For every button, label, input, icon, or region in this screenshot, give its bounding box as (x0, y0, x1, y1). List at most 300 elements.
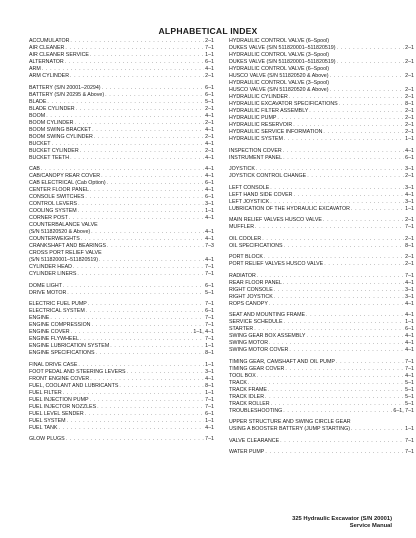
index-entry-page: 5–1 (405, 379, 414, 386)
index-entry[interactable] (229, 185, 414, 192)
index-entry-topic: TOOL BOX (229, 372, 256, 379)
index-entry-page: 2–1 (205, 73, 214, 79)
index-entry-heading: HYDRAULIC CONTROL VALVE (6–Spool) (229, 66, 329, 72)
index-entry-heading: HYDRAULIC CONTROL VALVE (3–Spool) (229, 52, 329, 58)
index-entry-page: 4–1 (405, 279, 414, 286)
index-entry[interactable] (29, 148, 214, 155)
dot-leader (293, 192, 404, 199)
dot-leader (50, 315, 204, 322)
dot-leader (306, 333, 404, 340)
index-entry[interactable] (29, 166, 214, 173)
index-entry[interactable] (229, 359, 414, 366)
dot-leader (283, 408, 392, 415)
index-entry-topic: MUFFLER (229, 224, 255, 230)
index-entry-page: 4–1 (205, 173, 214, 179)
dot-leader (101, 173, 204, 180)
index-entry-page: 1–1 (205, 208, 214, 214)
index-entry[interactable] (29, 187, 214, 194)
footer-manual-title: 325 Hydraulic Excavator (S/N 20001) (292, 516, 392, 522)
index-entry-topic: PORT BLOCK (229, 254, 263, 260)
index-entry[interactable] (229, 199, 414, 206)
index-entry-topic: FOOT PEDAL AND STEERING LEVERS (29, 368, 126, 375)
index-entry-topic: TRACK IDLER (229, 393, 265, 400)
dot-leader (97, 404, 204, 411)
index-entry-page: 8–1 (405, 101, 414, 107)
index-entry[interactable] (29, 404, 214, 411)
index-entry[interactable] (229, 426, 414, 433)
dot-leader (78, 201, 204, 208)
dot-leader (339, 101, 404, 108)
index-entry-page: 4–1 (205, 166, 214, 172)
index-entry-page: 2–1 (205, 38, 214, 44)
index-entry[interactable] (229, 401, 414, 408)
index-entry[interactable] (229, 312, 414, 319)
index-entry-topic: FINAL DRIVE CASE (29, 361, 78, 368)
dot-leader (71, 329, 193, 336)
index-entry[interactable] (229, 122, 414, 129)
index-entry[interactable] (29, 343, 214, 350)
index-entry[interactable] (29, 92, 214, 99)
index-entry-page: 3–1 (405, 198, 414, 205)
index-entry-topic: COUNTERWEIGHTS (29, 236, 80, 242)
index-entry-topic: FUEL SYSTEM (29, 417, 66, 424)
index-entry[interactable] (29, 329, 214, 336)
index-entry[interactable] (29, 264, 214, 271)
index-entry-topic: TRACK (229, 379, 247, 386)
index-entry[interactable] (29, 301, 214, 308)
dot-leader (70, 38, 204, 45)
index-entry-page: 2–1 (405, 173, 414, 179)
index-entry[interactable] (229, 366, 414, 373)
dot-leader (323, 129, 404, 136)
dot-leader (77, 271, 204, 278)
dot-leader (110, 343, 204, 350)
index-entry[interactable] (29, 180, 214, 187)
index-entry-page: 6–1 (205, 91, 214, 98)
index-entry[interactable] (29, 99, 214, 106)
dot-leader (46, 113, 204, 120)
index-entry[interactable] (229, 136, 414, 143)
index-entry-topic: DRIVE MOTOR (29, 289, 67, 296)
index-entry-page: 6–1 (205, 410, 214, 417)
dot-leader (65, 59, 204, 66)
index-entry-topic: SERVICE SCHEDULE (229, 319, 283, 325)
index-entry-topic: RADIATOR (229, 272, 256, 279)
index-entry[interactable] (229, 340, 414, 347)
index-entry-page: 3–1 (405, 184, 414, 191)
index-entry-topic: STARTER (229, 326, 254, 332)
index-entry-topic: HYDRAULIC PUMP (229, 115, 277, 121)
index-entry[interactable] (29, 350, 214, 357)
index-entry[interactable] (229, 294, 414, 301)
index-entry-page: 2–1 (405, 45, 414, 51)
index-entry[interactable] (229, 101, 414, 108)
index-entry[interactable] (229, 108, 414, 115)
index-entry[interactable] (229, 280, 414, 287)
index-entry-page: 4–1 (405, 300, 414, 307)
index-entry[interactable] (29, 66, 214, 73)
index-entry[interactable] (229, 287, 414, 294)
dot-leader (289, 94, 404, 101)
index-entry[interactable] (29, 315, 214, 322)
dot-leader (270, 199, 404, 206)
dot-leader (283, 155, 404, 162)
index-entry-topic: (S/N 511820001–511820519) (29, 257, 99, 263)
index-entry[interactable] (229, 94, 414, 101)
index-entry-topic: JOYSTICK CONTROL CHANGE (229, 173, 307, 179)
index-entry-topic: DUKES VALVE (S/N 511820001–511820519) (229, 59, 336, 65)
index-entry[interactable] (29, 243, 214, 250)
index-entry[interactable] (229, 129, 414, 136)
index-entry-page: 8–1 (205, 382, 214, 389)
index-entry[interactable] (229, 155, 414, 162)
dot-leader (257, 373, 404, 380)
index-entry[interactable] (29, 127, 214, 134)
dot-leader (330, 87, 405, 94)
index-entry[interactable] (229, 166, 414, 173)
index-entry-topic: PORT RELIEF VALVES HUSCO VALVE (229, 261, 324, 267)
index-entry-page: 6–1, 7–1 (393, 407, 414, 414)
index-entry[interactable] (29, 425, 214, 432)
dot-leader (351, 426, 404, 433)
index-entry-topic: BUCKET (29, 140, 51, 147)
index-entry-heading: HYDRAULIC CONTROL VALVE (3–Spool) (229, 80, 329, 86)
index-entry-page: 2–1 (405, 73, 414, 79)
dot-leader (67, 418, 205, 425)
dot-leader (73, 264, 204, 271)
index-entry[interactable] (29, 257, 214, 264)
index-entry-topic: HYDRAULIC SYSTEM (229, 136, 283, 142)
dot-leader (78, 208, 204, 215)
index-entry-topic: FUEL INJECTION PUMP (29, 396, 89, 403)
index-entry-topic: CAB (29, 166, 40, 172)
dot-leader (285, 366, 404, 373)
index-entry-topic: TRACK FRAME (229, 386, 267, 393)
index-entry-page: 2–1 (405, 235, 414, 242)
index-entry-topic: GLOW PLUGS (29, 436, 65, 442)
index-entry-topic: ENGINE COVER (29, 329, 70, 335)
dot-leader (269, 301, 404, 308)
index-entry-topic: (S/N 511820520 & Above) (29, 229, 91, 235)
index-entry-page: 4–1 (205, 187, 214, 193)
index-entry[interactable] (29, 383, 214, 390)
index-entry-page: 3–1 (405, 286, 414, 293)
index-entry[interactable] (29, 73, 214, 80)
index-entry[interactable] (29, 59, 214, 66)
dot-leader (283, 319, 404, 326)
index-entry-topic: AIR CLEANER SERVICE (29, 52, 89, 58)
dot-leader (254, 326, 404, 333)
index-entry[interactable] (29, 106, 214, 113)
index-entry[interactable] (229, 236, 414, 243)
index-entry-page: 2–1 (405, 87, 414, 93)
index-entry[interactable] (29, 208, 214, 215)
index-entry-page: 4–1 (205, 257, 214, 263)
index-entry[interactable] (229, 173, 414, 180)
index-entry-page: 4–1 (205, 215, 214, 221)
index-entry[interactable] (229, 301, 414, 308)
index-entry-topic: FUEL LEVEL SENDER (29, 410, 84, 417)
index-entry[interactable] (29, 369, 214, 376)
index-entry[interactable] (29, 290, 214, 297)
index-entry-page: 1–1 (205, 52, 214, 58)
index-entry[interactable] (229, 45, 414, 52)
dot-leader (274, 294, 404, 301)
index-entry[interactable] (229, 148, 414, 155)
index-entry-topic: RIGHT JOYSTICK (229, 293, 273, 300)
index-entry[interactable] (229, 394, 414, 401)
index-entry-page: 5–1 (205, 98, 214, 105)
index-entry[interactable] (229, 87, 414, 94)
index-entry[interactable] (229, 319, 414, 326)
dot-leader (63, 283, 204, 290)
index-entry[interactable] (29, 418, 214, 425)
dot-leader (76, 106, 205, 113)
index-entry[interactable] (229, 449, 414, 456)
index-entry-page: 6–1 (205, 282, 214, 289)
index-entry[interactable] (229, 387, 414, 394)
index-entry-page: 7–1 (405, 365, 414, 372)
index-entry-topic: ENGINE SPECIFICATIONS (29, 350, 95, 356)
dot-leader (119, 383, 204, 390)
dot-leader (99, 257, 204, 264)
index-entry-topic: WATER PUMP (229, 449, 265, 455)
index-entry-topic: ENGINE (29, 315, 50, 321)
index-entry[interactable] (29, 113, 214, 120)
dot-leader (66, 436, 205, 443)
index-entry[interactable] (29, 436, 214, 443)
index-entry[interactable] (29, 141, 214, 148)
index-entry-topic: ALTERNATOR (29, 59, 64, 65)
index-entry-page: 6–1 (405, 326, 414, 332)
index-entry-page: 2–1 (205, 147, 214, 154)
index-entry[interactable] (229, 217, 414, 224)
dot-leader (256, 166, 404, 173)
index-entry-topic: CONTROL LEVERS (29, 201, 78, 207)
index-column-left (29, 38, 214, 443)
index-entry-page: 7–1 (405, 449, 414, 455)
index-entry-topic: USING A BOOSTER BATTERY (JUMP STARTING) (229, 426, 350, 432)
dot-leader (80, 148, 205, 155)
index-entry-page: 7–1 (205, 271, 214, 277)
index-entry-page: 1–1 (205, 417, 214, 424)
index-column-right (229, 38, 414, 456)
index-entry[interactable] (29, 52, 214, 59)
index-entry-page: 2–1 (405, 59, 414, 65)
dot-leader (90, 397, 205, 404)
index-entry[interactable] (29, 411, 214, 418)
index-entry[interactable] (29, 236, 214, 243)
index-entry-topic: FRONT ENGINE COVER (29, 375, 90, 382)
index-entry-page: 2–1 (405, 108, 414, 114)
index-entry-page: 2–1 (405, 217, 414, 223)
index-entry[interactable] (229, 59, 414, 66)
index-entry[interactable] (229, 261, 414, 268)
index-entry[interactable] (29, 120, 214, 127)
dot-leader (255, 224, 404, 231)
dot-leader (269, 340, 404, 347)
index-entry-topic: LEFT HAND SIDE COVER (229, 191, 293, 198)
dot-leader (265, 449, 404, 456)
dot-leader (58, 425, 204, 432)
index-entry-page: 1–1 (205, 389, 214, 396)
index-entry-page: 6–1 (205, 59, 214, 65)
index-entry[interactable] (29, 336, 214, 343)
index-entry-page: 4–1 (205, 375, 214, 382)
index-entry-page: 7–3 (205, 243, 214, 249)
index-entry-page: 3–1 (205, 368, 214, 375)
index-entry-topic: ENGINE LUBRICATION SYSTEM (29, 343, 110, 349)
index-entry-topic: ACCUMULATOR (29, 38, 70, 44)
index-entry[interactable] (29, 283, 214, 290)
index-entry[interactable] (229, 273, 414, 280)
index-entry-topic: BLADE CYLINDER (29, 105, 75, 112)
index-entry-topic: ARM CYLINDER (29, 73, 70, 79)
index-entry[interactable] (29, 271, 214, 278)
index-entry-topic: LEFT CONSOLE (229, 184, 270, 191)
index-entry-topic: HYDRAULIC CYLINDER (229, 94, 288, 100)
dot-leader (41, 166, 204, 173)
index-entry-topic: INSTRUMENT PANEL (229, 154, 283, 161)
index-entry[interactable] (29, 173, 214, 180)
index-entry-page: 4–1 (205, 66, 214, 72)
index-entry-page: 6–1 (205, 194, 214, 200)
index-entry-topic: ELECTRIC FUEL PUMP (29, 301, 87, 307)
index-entry[interactable] (29, 134, 214, 141)
index-entry[interactable] (29, 322, 214, 329)
index-entry-topic: LUBRICATION OF THE HYDRAULIC EXCAVATOR (229, 205, 350, 212)
index-entry-topic: ENGINE FLYWHEEL (29, 336, 79, 342)
index-entry-topic: DOME LIGHT (29, 282, 62, 289)
index-entry[interactable] (29, 215, 214, 222)
index-entry-topic: TIMING GEAR COVER (229, 365, 285, 372)
index-entry-page: 7–1 (405, 437, 414, 444)
index-entry-topic: BOOM SWING CYLINDER (29, 133, 93, 140)
index-entry[interactable] (29, 376, 214, 383)
index-entry-page: 2–1 (405, 129, 414, 135)
index-entry[interactable] (229, 333, 414, 340)
index-entry-page: 2–1 (205, 133, 214, 140)
dot-leader (90, 376, 204, 383)
index-entry-page: 1–1, 4–1 (193, 329, 214, 335)
index-entry[interactable] (29, 201, 214, 208)
dot-leader (277, 115, 404, 122)
dot-leader (96, 350, 205, 357)
index-entry[interactable] (29, 229, 214, 236)
index-entry[interactable] (229, 438, 414, 445)
index-entry-page: 4–1 (405, 312, 414, 318)
index-entry-topic: HUSCO VALVE (S/N 511820520 & Above) (229, 73, 329, 79)
index-entry-page: 1–1 (405, 205, 414, 212)
index-entry[interactable] (229, 408, 414, 415)
index-entry-heading: COUNTERBALANCE VALVE (29, 222, 98, 228)
index-entry[interactable] (229, 192, 414, 199)
dot-leader (70, 73, 204, 80)
index-entry[interactable] (229, 347, 414, 354)
index-entry[interactable] (29, 308, 214, 315)
index-entry[interactable] (229, 380, 414, 387)
index-entry-topic: BUCKET CYLINDER (29, 147, 79, 154)
index-entry-topic: HYDRAULIC EXCAVATOR SPECIFICATIONS (229, 101, 338, 107)
dot-leader (323, 217, 404, 224)
dot-leader (330, 73, 405, 80)
index-entry[interactable] (229, 326, 414, 333)
index-entry-topic: CAB ELECTRICAL (Cab Option) (29, 180, 106, 186)
index-entry-topic: SEAT AND MOUNTING FRAME (229, 312, 306, 318)
index-entry[interactable] (229, 206, 414, 213)
dot-leader (74, 120, 204, 127)
index-entry-topic: VALVE CLEARANCE (229, 437, 280, 444)
index-entry[interactable] (229, 373, 414, 380)
dot-leader (90, 52, 204, 59)
index-entry-topic: ELECTRICAL SYSTEM (29, 308, 85, 314)
dot-leader (70, 155, 204, 162)
index-entry-topic: FUEL, COOLANT AND LUBRICANTS (29, 382, 119, 389)
index-entry-topic: BUCKET TEETH (29, 154, 70, 161)
dot-leader (105, 92, 204, 99)
index-entry-topic: TROUBLESHOOTING (229, 407, 283, 414)
index-entry-page: 4–1 (405, 340, 414, 346)
dot-leader (337, 59, 405, 66)
index-entry-page: 4–1 (205, 154, 214, 161)
index-entry-topic: ARM (29, 66, 41, 72)
index-entry-topic: MAIN RELIEF VALVES HUSCO VALVE (229, 217, 322, 223)
index-entry[interactable] (29, 85, 214, 92)
index-entry-page: 4–1 (405, 147, 414, 154)
index-entry-topic: BLADE (29, 98, 47, 105)
index-entry-page: 4–1 (405, 191, 414, 198)
index-entry-page: 5–1 (405, 400, 414, 407)
dot-leader (324, 261, 404, 268)
index-entry-topic: CONSOLE SWITCHES (29, 194, 85, 200)
index-entry-page: 4–1 (405, 372, 414, 379)
dot-leader (283, 148, 404, 155)
index-entry-topic: LEFT JOYSTICK (229, 198, 270, 205)
index-entry[interactable] (229, 254, 414, 261)
index-entry-page: 4–1 (205, 140, 214, 147)
dot-leader (289, 347, 404, 354)
index-entry[interactable] (29, 194, 214, 201)
index-entry-topic: BATTERY (S/N 20001–20294) (29, 84, 101, 91)
index-entry-page: 7–1 (205, 336, 214, 342)
dot-leader (284, 243, 405, 250)
index-entry-page: 7–1 (405, 224, 414, 230)
index-entry[interactable] (29, 397, 214, 404)
index-entry-page: 7–1 (205, 301, 214, 307)
dot-leader (264, 254, 404, 261)
index-entry[interactable] (229, 73, 414, 80)
index-entry[interactable] (229, 224, 414, 231)
index-entry[interactable] (29, 38, 214, 45)
index-entry[interactable] (29, 155, 214, 162)
index-entry[interactable] (229, 243, 414, 250)
index-entry[interactable] (29, 362, 214, 369)
index-entry-topic: CENTER FLOOR PANEL (29, 187, 89, 193)
index-entry-page: 1–1 (205, 361, 214, 368)
index-entry[interactable] (29, 45, 214, 52)
index-entry[interactable] (229, 115, 414, 122)
index-entry-topic: OIL COOLER (229, 235, 262, 242)
dot-leader (92, 322, 205, 329)
dot-leader (92, 127, 204, 134)
index-entry[interactable] (29, 390, 214, 397)
dot-leader (67, 290, 204, 297)
dot-leader (90, 187, 204, 194)
index-title: ALPHABETICAL INDEX (158, 26, 258, 36)
index-entry-page: 7–1 (405, 358, 414, 365)
dot-leader (309, 108, 404, 115)
index-entry-page: 7–1 (205, 264, 214, 270)
